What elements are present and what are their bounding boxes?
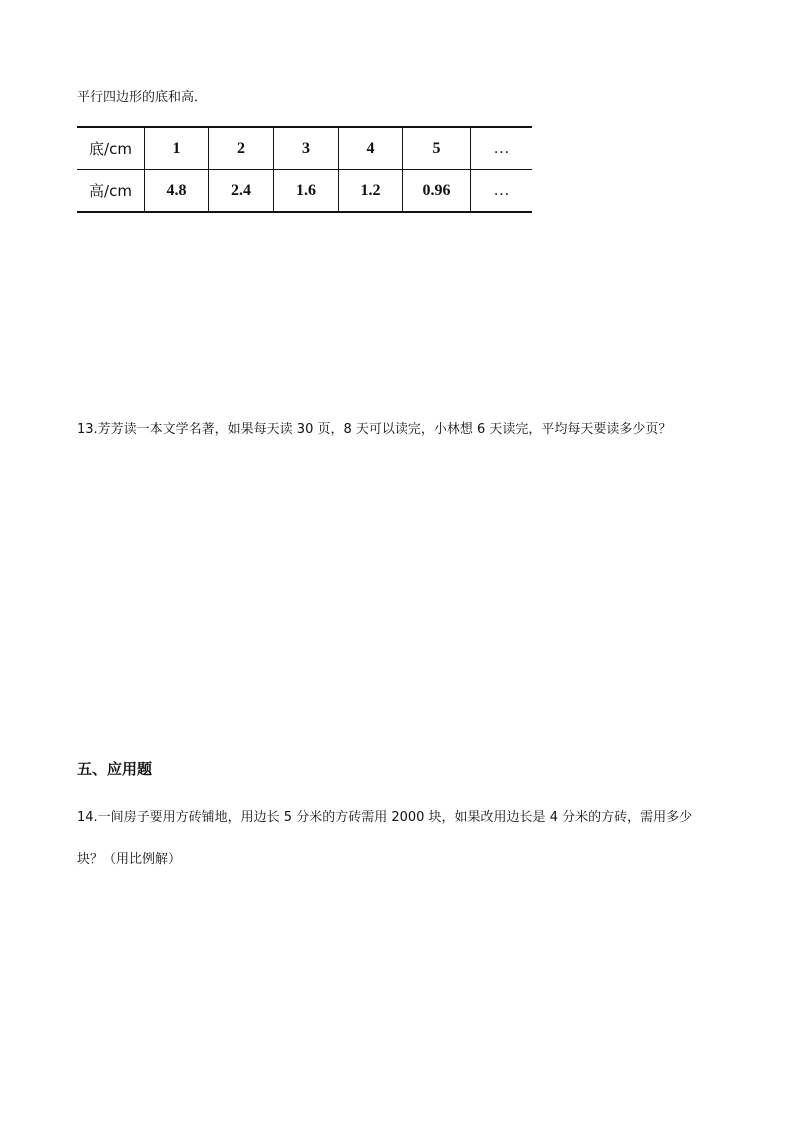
table-cell: 3 <box>274 127 339 170</box>
table-cell: 1.2 <box>339 170 403 213</box>
table-cell: 0.96 <box>403 170 471 213</box>
intro-text: 平行四边形的底和高． <box>77 90 208 105</box>
row-label-height: 高/cm <box>77 170 145 213</box>
row-label-base: 底/cm <box>77 127 145 170</box>
question-13: 13.芳芳读一本文学名著，如果每天读 30 页，8 天可以读完，小林想 6 天读完，平均每天要读多少页？ <box>77 422 672 437</box>
table-cell: 1.6 <box>274 170 339 213</box>
table-row-height <box>77 170 532 213</box>
table-cell: 2 <box>209 127 274 170</box>
base-height-table <box>77 126 532 213</box>
table-cell-ellipsis: … <box>471 127 533 170</box>
table-cell: 5 <box>403 127 471 170</box>
table-cell: 1 <box>145 127 209 170</box>
table-cell: 2.4 <box>209 170 274 213</box>
table-cell: 4 <box>339 127 403 170</box>
question-14-line-2: 块？（用比例解） <box>77 852 182 867</box>
table-cell: 4.8 <box>145 170 209 213</box>
question-14-line-1: 14.一间房子要用方砖铺地，用边长 5 分米的方砖需用 2000 块，如果改用边长是 4 分米的方砖，需用多少 <box>77 810 693 825</box>
table-cell-ellipsis: … <box>471 170 533 213</box>
table-row-base <box>77 127 532 170</box>
section-heading-applications: 五、应用题 <box>77 760 153 778</box>
